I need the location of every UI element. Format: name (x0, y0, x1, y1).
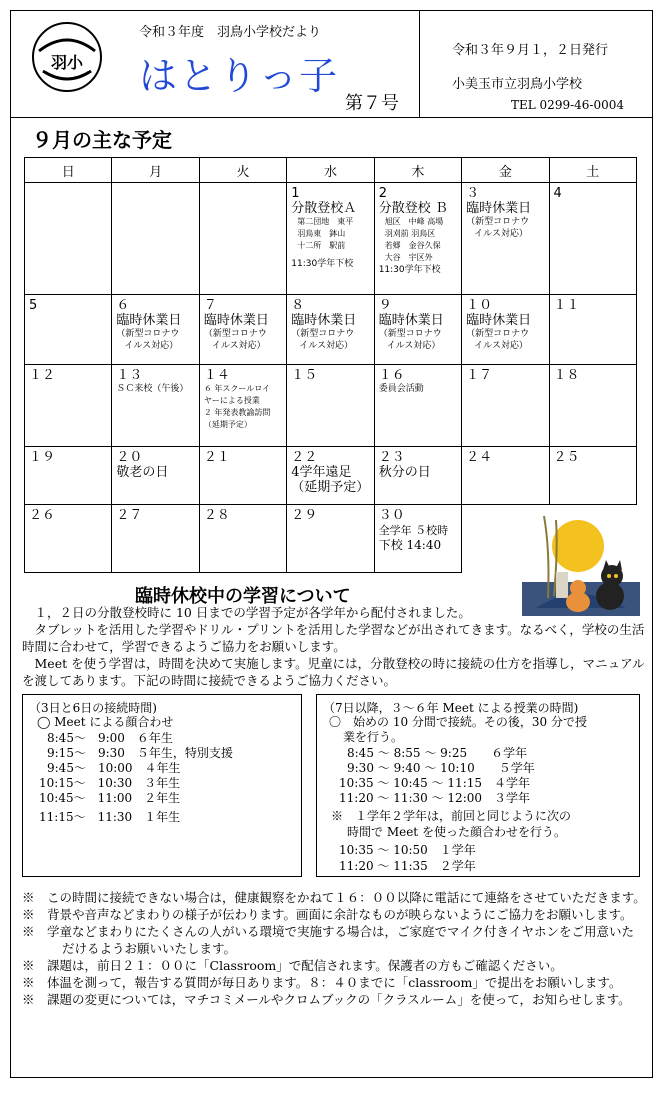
box-text: 業を行う。 (343, 730, 404, 744)
school-name: 小美玉市立羽鳥小学校 (452, 77, 583, 92)
event-detail: イルス対応） (124, 341, 179, 351)
day-number: ２７ (116, 508, 143, 523)
day-number: ８ (291, 298, 305, 313)
event-text: 下校 14:40 (378, 538, 442, 552)
note-item: ※ 体温を測って，報告する質問が毎日あります。８：４０までに「classroom」で提出をお願いします。 (22, 975, 622, 990)
event-detail: イルス対応） (474, 229, 528, 239)
event-text: 4学年遠足 (291, 465, 352, 480)
event-text: 臨時休業日 (203, 313, 269, 328)
calendar-cell (374, 295, 461, 365)
weekday-thu: 木 (374, 158, 461, 183)
time-row: 10:45～ 11:00 ２年生 (39, 791, 181, 805)
event-detail: （新型コロナウ (378, 329, 442, 339)
event-detail: （延期予定） (203, 420, 252, 429)
day-number: ９ (378, 298, 392, 313)
calendar-cell (374, 365, 461, 447)
time-row: 8:45 ～ 8:55 ～ 9:25 ６学年 (347, 746, 528, 760)
issue-number: 第７号 (345, 93, 399, 114)
schedule-title: ９月の主な予定 (32, 128, 172, 152)
time-row: 10:35 ～ 10:45 ～ 11:15 ４学年 (339, 776, 531, 790)
calendar-cell (199, 295, 286, 365)
event-text: 委員会活動 (378, 384, 424, 394)
moon-cat-illustration (522, 510, 640, 616)
time-row: 11:15～ 11:30 １年生 (39, 810, 181, 824)
calendar-cell (199, 365, 286, 447)
study-paragraph: Meet を使う学習は，時間を決めて実施します。児童には，分散登校の時に接続の仕方を指導し，マニュアルを渡してあります。下記の時間に接続できるようご協力ください。 (22, 656, 645, 688)
day-number: ３ (466, 186, 480, 201)
box-heading: （7日以降，３～６年 Meet による授業の時間) (323, 701, 579, 715)
newsletter-title: はとりっ子 (139, 54, 340, 98)
day-number: １３ (116, 368, 143, 383)
event-text: 秋分の日 (378, 465, 431, 480)
calendar-cell (199, 447, 286, 505)
calendar-cell (549, 183, 636, 295)
day-number: 5 (29, 298, 38, 313)
note-item: ※ 学童などまわりにたくさんの人がいる環境で実施する場合は，ご家庭でマイク付きイヤホンをご用意いただけるようお願いいたします。 (22, 924, 635, 956)
calendar-cell (25, 505, 112, 573)
weekday-tue: 火 (199, 158, 286, 183)
event-text: （延期予定） (291, 480, 370, 495)
calendar-cell (25, 365, 112, 447)
day-number: １０ (466, 298, 493, 313)
event-detail: 旭区 中峰 高場 (384, 217, 444, 226)
calendar-cell (287, 365, 374, 447)
calendar-cell (112, 447, 199, 505)
event-text: 分散登校 Ｂ (378, 201, 448, 216)
event-detail: （新型コロナウ (203, 329, 267, 339)
time-row: 10:35 ～ 10:50 １学年 (339, 843, 476, 857)
day-number: ３０ (378, 508, 405, 523)
event-text: 臨時休業日 (116, 313, 182, 328)
note-item: ※ 課題は，前日２１：００に「Classroom」で配信されます。保護者の方もご確認ください。 (22, 958, 563, 973)
calendar-cell (199, 183, 286, 295)
weekday-sat: 土 (549, 158, 636, 183)
event-text: 臨時休業日 (291, 313, 357, 328)
study-section-title: 臨時休校中の学習について (135, 586, 351, 607)
event-detail: （新型コロナウ (466, 217, 530, 227)
emblem-text: 羽小 (50, 53, 84, 72)
box-heading: （3日と6日の接続時間) (29, 701, 157, 715)
event-detail: （新型コロナウ (291, 329, 355, 339)
calendar-cell (112, 505, 199, 573)
event-detail: 11:30学年下校 (291, 259, 354, 269)
calendar-cell (25, 183, 112, 295)
day-number: １９ (29, 450, 56, 465)
note-item: ※ 課題の変更については，マチコミメールやクロムブックの「クラスルーム」を使って，お知らせします。 (22, 992, 631, 1007)
publication-date: 令和３年９月１，２日発行 (452, 43, 609, 58)
event-detail: 11:30学年下校 (378, 265, 441, 275)
study-paragraph: １，２日の分散登校時に 10 日までの学習予定が各学年から配付されました。 (22, 605, 471, 620)
notes-list (22, 889, 646, 1008)
day-number: ２９ (291, 508, 318, 523)
day-number: ２４ (466, 450, 493, 465)
event-detail: イルス対応） (299, 341, 353, 351)
day-number: 2 (378, 186, 387, 201)
event-detail: イルス対応） (211, 341, 266, 351)
event-detail: 大谷 宇区外 (384, 253, 433, 262)
event-text: 敬老の日 (116, 465, 169, 480)
box-subheading: ◯ Meet による顔合わせ (37, 715, 174, 729)
calendar-week-1 (25, 183, 637, 295)
weekday-header-row (25, 158, 637, 183)
event-detail: イルス対応） (386, 341, 441, 351)
day-number: １２ (29, 368, 56, 383)
day-number: １４ (203, 368, 230, 383)
event-text: 臨時休業日 (466, 201, 532, 216)
event-detail: 十二所 駅前 (297, 241, 346, 250)
weekday-wed: 水 (287, 158, 374, 183)
lesson-times-box (316, 694, 640, 877)
day-number: 4 (553, 186, 562, 201)
event-detail: 羽刈前 羽鳥区 (384, 229, 436, 238)
weekday-mon: 月 (112, 158, 199, 183)
day-number: ２１ (203, 450, 230, 465)
day-number: ２３ (378, 450, 405, 465)
day-number: １６ (378, 368, 405, 383)
study-paragraph: タブレットを活用した学習やドリル・プリントを活用した学習などが出されてきます。なるべく，学校の生活時間に合わせて，学習できるようご協力をお願いします。 (22, 622, 645, 654)
day-number: １７ (466, 368, 493, 383)
event-detail: ヤーによる授業 (203, 396, 260, 405)
event-detail: ６ 年スクールロイ (203, 384, 270, 393)
note-item: ※ この時間に接続できない場合は，健康観察をかねて１６：００以降に電話にて連絡をさせていただきます。 (22, 890, 646, 905)
calendar-cell (25, 447, 112, 505)
time-row: 8:45～ 9:00 ６年生 (47, 731, 173, 745)
day-number: １１ (553, 298, 580, 313)
issue-year-line: 令和３年度 羽鳥小学校だより (139, 25, 322, 40)
day-number: ２５ (553, 450, 580, 465)
box-note: 時間で Meet を使った顔合わせを行う。 (347, 825, 566, 839)
day-number: ２０ (116, 450, 143, 465)
calendar-week-2 (25, 295, 637, 365)
box-note: ※ １学年２学年は，前回と同じように次の (331, 809, 572, 823)
calendar-cell (462, 447, 549, 505)
event-detail: （新型コロナウ (466, 329, 530, 339)
event-detail: 羽鳥東 鉢山 (297, 229, 346, 238)
event-text: 分散登校Ａ (291, 201, 357, 216)
note-item: ※ 背景や音声などまわりの様子が伝わります。画面に余計なものが映らないようにご協力をお願いします。 (22, 907, 633, 922)
calendar-cell (25, 295, 112, 365)
event-detail: 若郷 金谷久保 (384, 241, 441, 250)
calendar-week-3 (25, 365, 637, 447)
calendar-cell (549, 447, 636, 505)
calendar-cell (374, 183, 461, 295)
time-row: 10:15～ 10:30 ３年生 (39, 776, 181, 790)
calendar-cell (287, 505, 374, 573)
newsletter-header (10, 10, 653, 118)
weekday-fri: 金 (462, 158, 549, 183)
event-text: 臨時休業日 (378, 313, 444, 328)
time-row: 11:20 ～ 11:30 ～ 12:00 ３学年 (339, 791, 531, 805)
calendar-cell (287, 447, 374, 505)
weekday-sun: 日 (25, 158, 112, 183)
calendar-cell (199, 505, 286, 573)
day-number: ２８ (203, 508, 230, 523)
calendar-cell (287, 295, 374, 365)
box-text: 〇 始めの 10 分間で接続。その後，30 分で授 (329, 715, 587, 729)
day-number: ２２ (291, 450, 318, 465)
event-detail: イルス対応） (474, 341, 528, 351)
event-text: ＳＣ来校（午後） (116, 384, 189, 394)
calendar-cell (549, 295, 636, 365)
event-detail: ２ 年発表教諭訪問 (203, 408, 271, 417)
school-phone: TEL 0299-46-0004 (511, 98, 625, 112)
calendar-week-4 (25, 447, 637, 505)
day-number: １８ (553, 368, 580, 383)
header-title-area (11, 11, 420, 117)
time-row: 11:20 ～ 11:35 ２学年 (339, 859, 476, 873)
calendar-cell (462, 365, 549, 447)
calendar-cell (374, 505, 461, 573)
calendar-cell (462, 183, 549, 295)
calendar-cell (112, 295, 199, 365)
school-emblem-icon (31, 21, 103, 93)
calendar-cell (374, 447, 461, 505)
time-row: 9:15～ 9:30 ５年生，特別支援 (47, 746, 233, 760)
time-row: 9:45～ 10:00 ４年生 (47, 761, 181, 775)
calendar-cell (462, 295, 549, 365)
day-number: ２６ (29, 508, 56, 523)
calendar-cell (112, 365, 199, 447)
event-text: 臨時休業日 (466, 313, 532, 328)
event-detail: 第二団地 東平 (297, 217, 354, 226)
day-number: １５ (291, 368, 318, 383)
calendar-cell (549, 365, 636, 447)
connection-times-box (22, 694, 302, 877)
day-number: ６ (116, 298, 130, 313)
day-number: ７ (203, 298, 217, 313)
calendar-cell (287, 183, 374, 295)
day-number: 1 (291, 186, 300, 201)
study-paragraphs (22, 604, 646, 689)
event-text: 全学年 ５校時 (378, 524, 449, 537)
calendar-cell (112, 183, 199, 295)
event-detail: （新型コロナウ (116, 329, 180, 339)
time-row: 9:30 ～ 9:40 ～ 10:10 ５学年 (347, 761, 535, 775)
